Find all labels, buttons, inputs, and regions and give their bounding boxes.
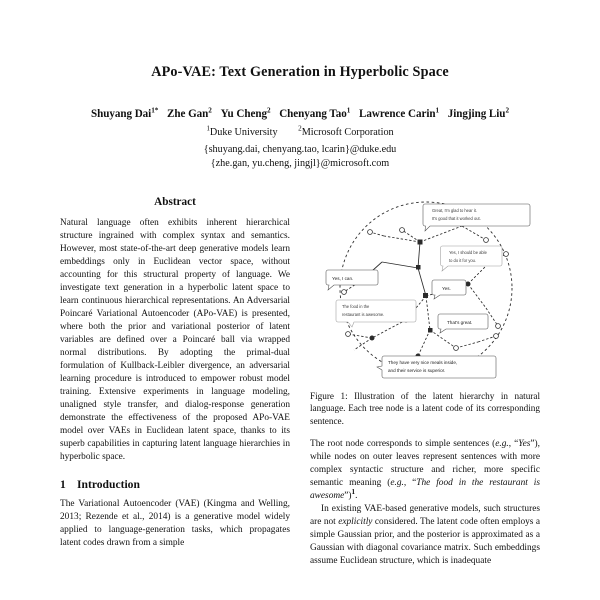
bubble-line: and their service is superior. bbox=[388, 368, 446, 373]
tree-node bbox=[346, 332, 351, 337]
rp1-it2: The food in the restaurant is awesome bbox=[310, 478, 540, 502]
author-name: Yu Cheng bbox=[220, 108, 267, 121]
author-affil-marker: 1 bbox=[435, 106, 440, 115]
author-entry bbox=[279, 108, 350, 120]
rp1-eg1: e.g. bbox=[495, 439, 509, 450]
tree-node-root bbox=[423, 293, 428, 298]
bubble-line: The food in the bbox=[342, 304, 370, 309]
bubble-line: That's great. bbox=[447, 320, 473, 325]
bubble-line: Great, I'm glad to hear it. bbox=[432, 208, 477, 213]
bubble-line: Yes, I should be able bbox=[449, 250, 487, 255]
tree-node bbox=[484, 238, 489, 243]
affiliation-entry bbox=[206, 124, 278, 138]
tree-node bbox=[368, 230, 373, 235]
author-entry bbox=[91, 108, 158, 120]
right-paragraph-1 bbox=[310, 438, 540, 503]
bubble-line: Yes, I can. bbox=[332, 276, 354, 281]
rp2-a: In existing VAE-based generative models, such structures are not bbox=[310, 504, 540, 528]
author-affil-marker: 1 bbox=[346, 106, 351, 115]
author-name: Zhe Gan bbox=[167, 108, 209, 121]
speech-bubble-root bbox=[432, 280, 466, 299]
author-name: Shuyang Dai bbox=[91, 108, 152, 121]
author-name: Chenyang Tao bbox=[279, 108, 347, 121]
tree-node bbox=[504, 252, 509, 257]
author-entry bbox=[167, 108, 212, 120]
author-entry bbox=[359, 108, 439, 120]
rp2-b: considered. The latent code often employs a simple Gaussian prior, and the posterior is approximated as a Gaussian with diagonal covariance matrix. Such embeddings assume Euclidean structure, which is inadequate bbox=[310, 517, 540, 567]
author-name: Jingjing Liu bbox=[447, 108, 506, 121]
affiliation-marker: 1 bbox=[206, 124, 210, 133]
affiliation-name: Microsoft Corporation bbox=[301, 127, 394, 138]
author-entry bbox=[448, 108, 509, 120]
latent-tree-edges bbox=[344, 226, 506, 356]
tree-node bbox=[496, 324, 501, 329]
abstract-text: Natural language often exhibits inherent hierarchical structure ingrained with complex syntax and semantics. However, most state-of-the-art deep generative models learn embeddings only in Euclidean vector space, without accounting for this structural property of language. We investigate text generation in a hyperbolic latent space to learn continuous hierarchical representations. An Adversarial Poincaré Variational Autoencoder (APo-VAE) is presented, where both the prior and variational posterior of latent variables are defined over a Poincaré ball via wrapped normal distributions. By adopting the primal-dual formulation of Kullback-Leibler divergence, an adversarial learning procedure is introduced to empower robust model training. Extensive experiments in language modeling, unaligned style transfer, and dialog-response generation demonstrate the effectiveness of the proposed APo-VAE model over VAEs in Euclidean latent space, thanks to its superb capabilities in capturing latent language hierarchies in hyperbolic space. bbox=[60, 218, 290, 462]
email-line: {zhe.gan, yu.cheng, jingjl}@microsoft.com bbox=[210, 158, 390, 170]
author-list bbox=[60, 107, 540, 122]
rp1-mid1: , “ bbox=[508, 439, 519, 450]
author-affil-marker: 1* bbox=[151, 106, 159, 115]
bubble-line: restaurant is awesome. bbox=[342, 312, 385, 317]
figure-1 bbox=[310, 196, 540, 382]
author-affil-marker: 2 bbox=[505, 106, 509, 115]
figure-caption-text: Illustration of the latent hierarchy in natural language. Each tree node is a latent code of its corresponding sentence. bbox=[310, 391, 540, 426]
left-column bbox=[60, 196, 290, 550]
affiliation-entry bbox=[298, 124, 394, 138]
rp1-eg2: e.g. bbox=[390, 478, 404, 489]
speech-bubble-left bbox=[326, 270, 378, 290]
tree-node bbox=[494, 334, 499, 339]
section-heading-introduction bbox=[60, 478, 290, 491]
title-block bbox=[0, 0, 600, 172]
rp1-end: ”) bbox=[344, 491, 352, 502]
rp1-mid2: ”), while nodes on outer leaves represent sentences with more complex syntactic structure and richer, more specific semantic meaning ( bbox=[310, 439, 540, 489]
right-column bbox=[310, 196, 540, 568]
page-title: APo-VAE: Text Generation in Hyperbolic Space bbox=[151, 64, 449, 80]
speech-bubble-upper-right bbox=[441, 246, 503, 271]
right-paragraph-2 bbox=[310, 503, 540, 568]
email-block bbox=[60, 143, 540, 172]
section-number: 1 bbox=[60, 478, 66, 491]
speech-bubble-mid-right bbox=[438, 314, 488, 333]
tree-node bbox=[418, 240, 423, 245]
author-affil-marker: 2 bbox=[208, 106, 212, 115]
section-title: Introduction bbox=[77, 478, 140, 491]
bubble-line: to do it for you. bbox=[449, 258, 477, 263]
tree-node bbox=[400, 228, 405, 233]
footnote-marker: 1 bbox=[351, 488, 356, 497]
tree-node bbox=[428, 328, 433, 333]
tree-node bbox=[370, 336, 375, 341]
author-name: Lawrence Carin bbox=[359, 108, 436, 121]
rp1-mid3: , “ bbox=[403, 478, 417, 489]
speech-bubble-top bbox=[423, 204, 530, 231]
affiliation-name: Duke University bbox=[209, 127, 278, 138]
bubble-line: They have very nice meals inside, bbox=[388, 360, 458, 365]
rp2-it: explicitly bbox=[338, 517, 373, 528]
rp1-period: . bbox=[355, 491, 358, 502]
rp1-pre: The root node corresponds to simple sentences ( bbox=[310, 439, 496, 450]
affiliation-list bbox=[60, 126, 540, 140]
author-entry bbox=[221, 108, 271, 120]
tree-node bbox=[342, 290, 347, 295]
abstract-heading: Abstract bbox=[154, 196, 196, 208]
figure-caption bbox=[310, 390, 540, 427]
intro-paragraph-1: The Variational Autoencoder (VAE) (Kingma and Welling, 2013; Rezende et al., 2014) is a generative model widely applied to language-generation tasks, which propagates latent codes drawn from a simple bbox=[60, 499, 290, 548]
rp1-it1: Yes bbox=[518, 439, 531, 450]
speech-bubble-bottom bbox=[377, 356, 496, 378]
figure-label: Figure 1: bbox=[310, 391, 348, 401]
tree-node bbox=[454, 346, 459, 351]
affiliation-marker: 2 bbox=[298, 124, 302, 133]
email-line: {shuyang.dai, chenyang.tao, lcarin}@duke.edu bbox=[203, 143, 397, 155]
body-columns bbox=[0, 196, 600, 600]
bubble-line: It's good that it worked out. bbox=[432, 216, 481, 221]
tree-node bbox=[416, 265, 421, 270]
speech-bubble-mid-left bbox=[336, 300, 416, 327]
bubble-line: Yes. bbox=[442, 286, 451, 291]
author-affil-marker: 2 bbox=[266, 106, 271, 115]
